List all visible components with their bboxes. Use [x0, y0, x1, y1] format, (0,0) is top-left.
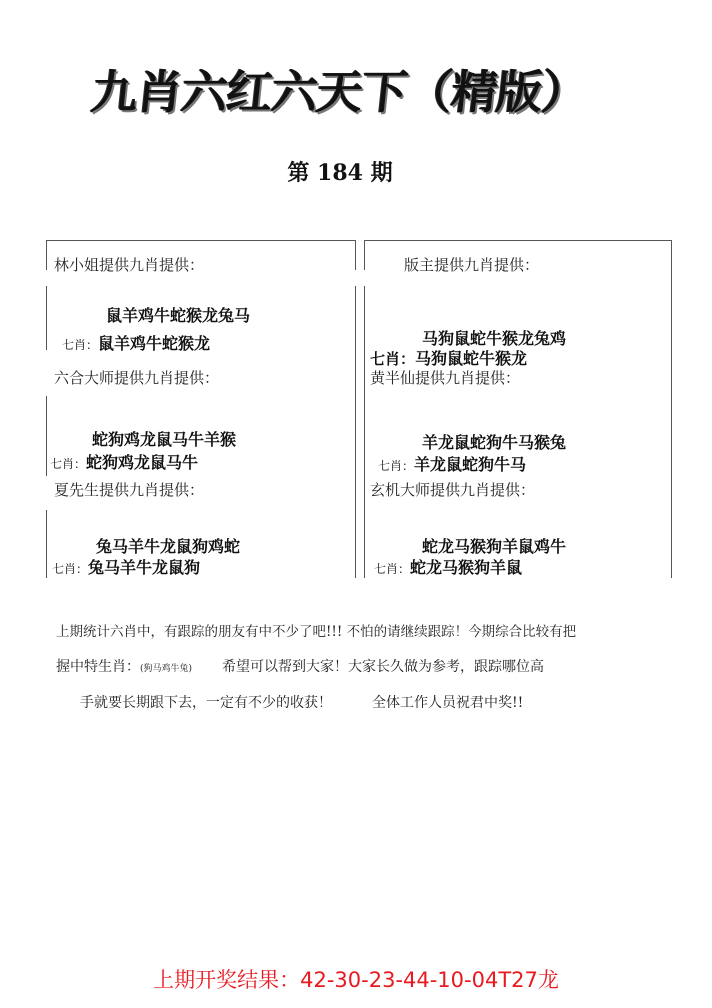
- nine-zodiac-pick: 蛇狗鸡龙鼠马牛羊猴: [92, 430, 237, 449]
- note-line-2-lead: 握中特生肖：: [56, 659, 140, 675]
- seven-value: 兔马羊牛龙鼠狗: [88, 558, 201, 577]
- seven-value: 鼠羊鸡牛蛇猴龙: [98, 334, 211, 353]
- frame-line: [46, 396, 47, 476]
- panel-header: 林小姐提供九肖提供：: [54, 256, 205, 274]
- seven-zodiac-pick: [374, 555, 522, 578]
- frame-line: [364, 286, 365, 578]
- seven-zodiac-pick: [52, 555, 200, 578]
- note-line-2: [56, 656, 544, 676]
- frame-line: [46, 510, 47, 578]
- seven-zodiac-pick: [370, 346, 527, 369]
- frame-line: [46, 240, 47, 270]
- seven-label: 七肖：: [374, 562, 411, 576]
- note-line-2-rest: 希望可以帮到大家！大家长久做为参考，跟踪哪位高: [222, 659, 545, 675]
- seven-zodiac-pick: [62, 331, 210, 354]
- seven-zodiac-pick: [378, 452, 526, 475]
- seven-label: 七肖：: [378, 459, 415, 473]
- frame-line: [364, 240, 365, 270]
- seven-zodiac-pick: [50, 450, 198, 473]
- seven-label: 七肖：: [370, 350, 416, 368]
- issue-number: 第 184 期: [287, 160, 393, 186]
- nine-zodiac-pick: 羊龙鼠蛇狗牛马猴兔: [422, 433, 567, 452]
- nine-zodiac-pick: 兔马羊牛龙鼠狗鸡蛇: [96, 537, 241, 556]
- nine-zodiac-pick: 鼠羊鸡牛蛇猴龙兔马: [106, 306, 251, 325]
- note-line-3: [80, 692, 523, 712]
- seven-label: 七肖：: [62, 338, 99, 352]
- note-line-1: 上期统计六肖中，有跟踪的朋友有中不少了吧!!! 不怕的请继续跟踪！今期综合比较有把: [56, 624, 577, 640]
- panel-header: 版主提供九肖提供：: [404, 256, 540, 274]
- seven-value: 羊龙鼠蛇狗牛马: [414, 455, 527, 474]
- panel-header: 黄半仙提供九肖提供：: [370, 369, 521, 387]
- seven-value: 马狗鼠蛇牛猴龙: [415, 349, 528, 368]
- panel-header: 夏先生提供九肖提供：: [54, 481, 205, 499]
- frame-line: [46, 286, 47, 350]
- seven-value: 蛇狗鸡龙鼠马牛: [86, 453, 199, 472]
- frame-line: [671, 240, 672, 578]
- note-line-3-lead: 手就要长期跟下去，一定有不少的收获！: [80, 695, 332, 711]
- frame-line: [355, 286, 356, 578]
- special-zodiac-list: (狗马鸡牛兔): [140, 664, 193, 674]
- panel-header: 六合大师提供九肖提供：: [54, 369, 220, 387]
- nine-zodiac-pick: 蛇龙马猴狗羊鼠鸡牛: [422, 537, 567, 556]
- frame-line: [355, 240, 356, 270]
- note-line-3-rest: 全体工作人员祝君中奖!!: [372, 695, 524, 711]
- frame-line: [364, 240, 671, 241]
- frame-line: [46, 240, 355, 241]
- seven-label: 七肖：: [50, 457, 87, 471]
- page-title: 九肖六红六天下（精版）: [88, 65, 590, 119]
- nine-zodiac-pick: 马狗鼠蛇牛猴龙兔鸡: [422, 329, 567, 348]
- panel-header: 玄机大师提供九肖提供：: [370, 481, 536, 499]
- last-draw-result: 上期开奖结果：42-30-23-44-10-04T27龙: [153, 968, 559, 992]
- seven-label: 七肖：: [52, 562, 89, 576]
- seven-value: 蛇龙马猴狗羊鼠: [410, 558, 523, 577]
